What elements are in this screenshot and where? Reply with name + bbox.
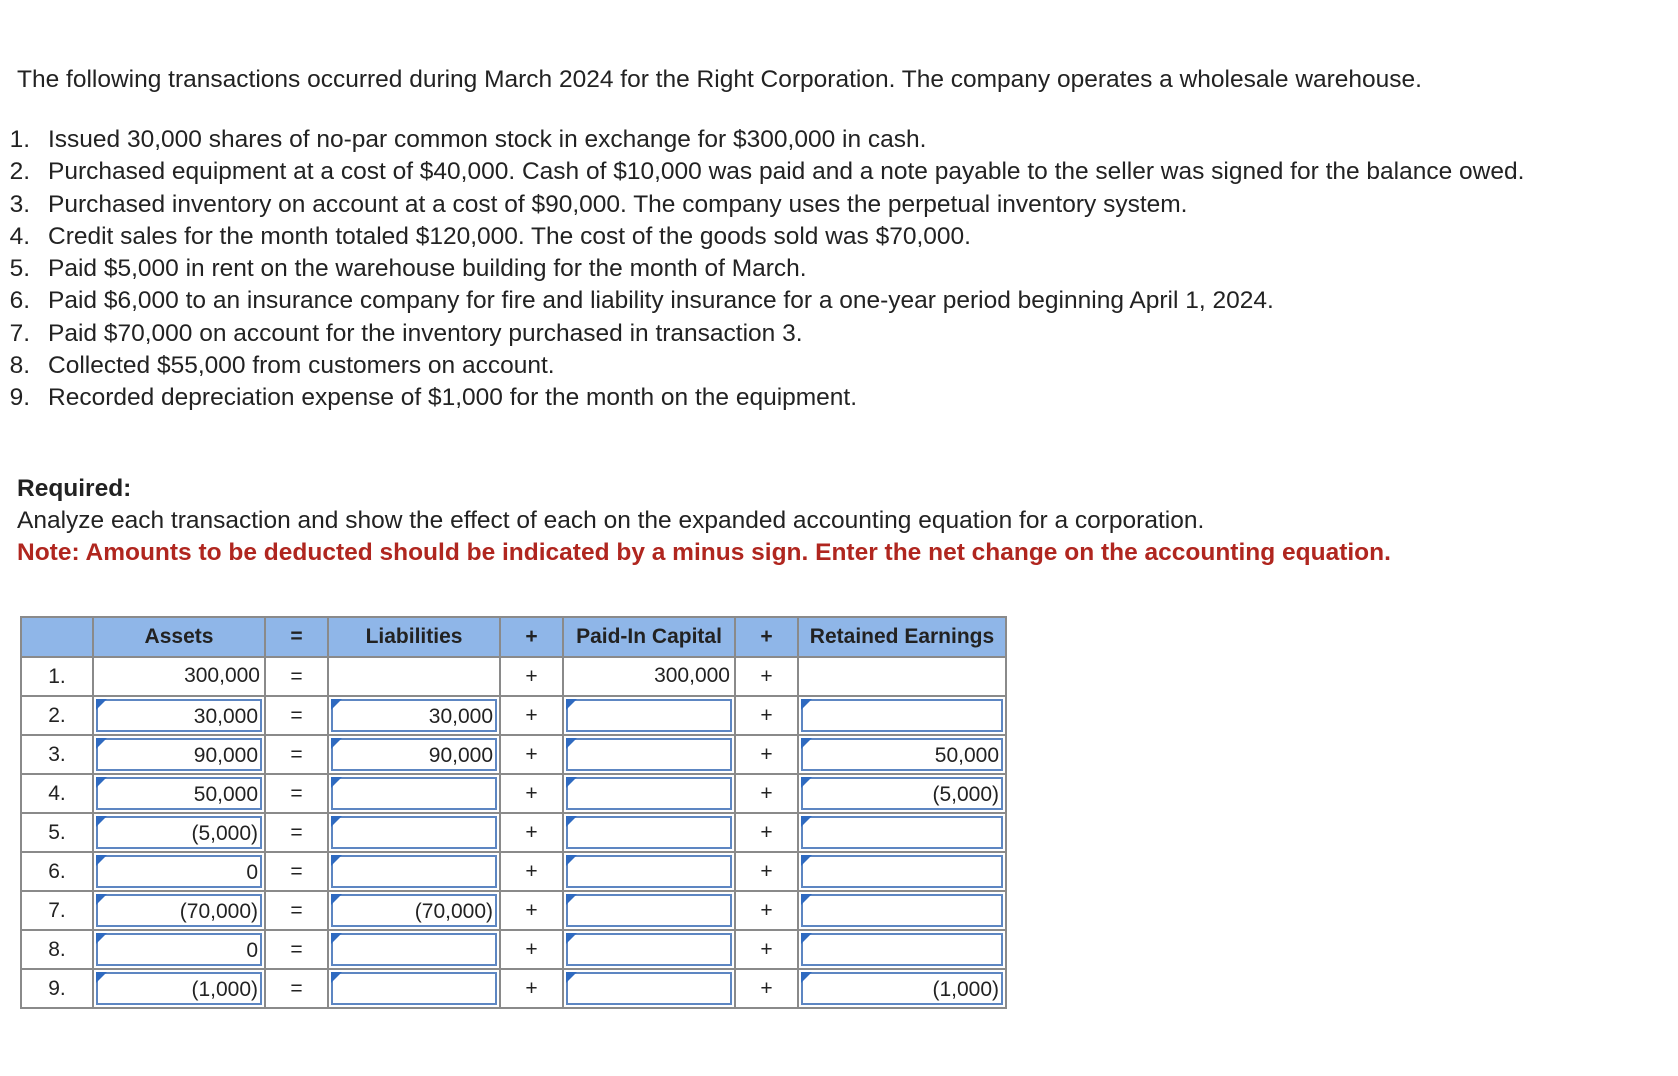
paid-in-capital-cell[interactable] [563, 813, 735, 852]
row-number: 3. [21, 735, 93, 774]
amount-input[interactable]: (1,000) [96, 972, 262, 1005]
amount-input[interactable]: (1,000) [801, 972, 1003, 1005]
transaction-item [0, 189, 1600, 221]
liabilities-cell[interactable] [328, 969, 500, 1008]
transaction-text: Paid $70,000 on account for the inventory purchased in transaction 3. [48, 319, 803, 347]
transaction-list [0, 124, 1600, 415]
transaction-number: 2. [9, 158, 30, 186]
paid-in-capital-cell[interactable] [563, 969, 735, 1008]
table-row [21, 891, 1006, 930]
table-row [21, 813, 1006, 852]
input-marker-icon [331, 855, 342, 866]
header-retained-earnings: Retained Earnings [798, 617, 1006, 657]
plus-sign: + [500, 891, 563, 930]
table-row [21, 657, 1006, 696]
amount-input[interactable] [566, 738, 732, 771]
amount-input[interactable]: 90,000 [331, 738, 497, 771]
input-marker-icon [331, 933, 342, 944]
plus-sign: + [500, 969, 563, 1008]
table-row [21, 930, 1006, 969]
transaction-item [0, 318, 1600, 350]
header-liabilities: Liabilities [328, 617, 500, 657]
paid-in-capital-cell[interactable] [563, 774, 735, 813]
accounting-equation-table [20, 616, 1007, 1009]
transaction-text: Collected $55,000 from customers on account. [48, 352, 555, 380]
equals-sign: = [265, 969, 328, 1008]
equals-sign: = [265, 696, 328, 735]
liabilities-cell [328, 657, 500, 696]
retained-earnings-cell[interactable] [798, 891, 1006, 930]
amount-input[interactable] [801, 894, 1003, 927]
liabilities-cell[interactable] [328, 735, 500, 774]
equals-sign: = [265, 813, 328, 852]
amount-input[interactable] [566, 933, 732, 966]
input-marker-icon [331, 699, 342, 710]
amount-value [331, 660, 497, 693]
input-marker-icon [801, 855, 812, 866]
equals-sign: = [265, 774, 328, 813]
input-marker-icon [801, 933, 812, 944]
amount-input[interactable] [801, 855, 1003, 888]
amount-input[interactable]: (70,000) [331, 894, 497, 927]
plus-sign: + [735, 930, 798, 969]
amount-input[interactable] [801, 699, 1003, 732]
liabilities-cell[interactable] [328, 774, 500, 813]
header-plus: + [735, 617, 798, 657]
table-row [21, 735, 1006, 774]
amount-input[interactable]: 30,000 [96, 699, 262, 732]
row-number: 5. [21, 813, 93, 852]
retained-earnings-cell[interactable] [798, 813, 1006, 852]
input-marker-icon [96, 777, 107, 788]
plus-sign: + [735, 735, 798, 774]
liabilities-cell[interactable] [328, 696, 500, 735]
equals-sign: = [265, 657, 328, 696]
transaction-number: 5. [9, 255, 30, 283]
amount-input[interactable]: 50,000 [801, 738, 1003, 771]
input-marker-icon [566, 894, 577, 905]
input-marker-icon [331, 894, 342, 905]
plus-sign: + [500, 813, 563, 852]
table-row [21, 774, 1006, 813]
required-instruction: Analyze each transaction and show the effect of each on the expanded accounting equation for a corporation. [17, 507, 1205, 534]
transaction-number: 4. [9, 222, 30, 250]
transaction-number: 8. [9, 352, 30, 380]
retained-earnings-cell [798, 657, 1006, 696]
assets-cell[interactable] [93, 735, 265, 774]
retained-earnings-cell[interactable] [798, 930, 1006, 969]
paid-in-capital-cell [563, 657, 735, 696]
retained-earnings-cell[interactable] [798, 969, 1006, 1008]
transaction-text: Purchased equipment at a cost of $40,000. Cash of $10,000 was paid and a note payable to the seller was signed for the balance owed. [48, 158, 1525, 186]
amount-input[interactable] [331, 972, 497, 1005]
input-marker-icon [96, 699, 107, 710]
row-number: 2. [21, 696, 93, 735]
row-number: 4. [21, 774, 93, 813]
paid-in-capital-cell[interactable] [563, 930, 735, 969]
input-marker-icon [566, 816, 577, 827]
retained-earnings-cell[interactable] [798, 852, 1006, 891]
amount-value [801, 660, 1003, 693]
plus-sign: + [735, 813, 798, 852]
amount-input[interactable]: (5,000) [96, 816, 262, 849]
amount-input[interactable] [801, 933, 1003, 966]
transaction-item [0, 285, 1600, 317]
assets-cell[interactable] [93, 969, 265, 1008]
transaction-number: 7. [9, 319, 30, 347]
header-plus: + [500, 617, 563, 657]
input-marker-icon [96, 738, 107, 749]
amount-input[interactable] [566, 894, 732, 927]
retained-earnings-cell[interactable] [798, 735, 1006, 774]
header-equals: = [265, 617, 328, 657]
input-marker-icon [801, 777, 812, 788]
table-row [21, 969, 1006, 1008]
transaction-number: 1. [9, 126, 30, 153]
plus-sign: + [735, 696, 798, 735]
header-paid-in-capital: Paid-In Capital [563, 617, 735, 657]
input-marker-icon [96, 894, 107, 905]
required-note: Note: Amounts to be deducted should be indicated by a minus sign. Enter the net change on the accounting equation. [17, 539, 1391, 566]
transaction-item [0, 253, 1600, 285]
plus-sign: + [500, 930, 563, 969]
input-marker-icon [96, 816, 107, 827]
liabilities-cell[interactable] [328, 813, 500, 852]
intro-text: The following transactions occurred during March 2024 for the Right Corporation. The company operates a wholesale warehouse. [17, 66, 1422, 93]
assets-cell[interactable] [93, 696, 265, 735]
assets-cell[interactable] [93, 930, 265, 969]
row-number: 8. [21, 930, 93, 969]
transaction-number: 3. [9, 190, 30, 218]
equals-sign: = [265, 852, 328, 891]
plus-sign: + [500, 735, 563, 774]
input-marker-icon [566, 777, 577, 788]
input-marker-icon [566, 972, 577, 983]
table-row [21, 696, 1006, 735]
amount-input[interactable] [566, 777, 732, 810]
transaction-text: Paid $5,000 in rent on the warehouse building for the month of March. [48, 255, 807, 283]
input-marker-icon [96, 972, 107, 983]
plus-sign: + [500, 774, 563, 813]
transaction-text: Credit sales for the month totaled $120,000. The cost of the goods sold was $70,000. [48, 222, 971, 250]
row-number: 1. [21, 657, 93, 696]
amount-value: 300,000 [654, 664, 730, 687]
amount-input[interactable] [331, 855, 497, 888]
transaction-text: Issued 30,000 shares of no-par common stock in exchange for $300,000 in cash. [48, 126, 927, 153]
required-heading: Required: [17, 475, 132, 502]
amount-input[interactable] [331, 816, 497, 849]
table-row [21, 852, 1006, 891]
liabilities-cell[interactable] [328, 852, 500, 891]
paid-in-capital-cell[interactable] [563, 696, 735, 735]
input-marker-icon [566, 699, 577, 710]
amount-input[interactable] [331, 777, 497, 810]
plus-sign: + [735, 657, 798, 696]
input-marker-icon [801, 894, 812, 905]
transaction-text: Purchased inventory on account at a cost of $90,000. The company uses the perpetual inventory system. [48, 190, 1188, 218]
input-marker-icon [96, 855, 107, 866]
transaction-number: 6. [9, 287, 30, 315]
required-section [17, 473, 1391, 569]
input-marker-icon [801, 699, 812, 710]
transaction-text: Recorded depreciation expense of $1,000 for the month on the equipment. [48, 384, 858, 412]
equals-sign: = [265, 891, 328, 930]
amount-input[interactable] [801, 816, 1003, 849]
paid-in-capital-cell[interactable] [563, 891, 735, 930]
plus-sign: + [500, 657, 563, 696]
transaction-item [0, 382, 1600, 414]
paid-in-capital-cell[interactable] [563, 735, 735, 774]
plus-sign: + [735, 852, 798, 891]
amount-input[interactable]: (70,000) [96, 894, 262, 927]
assets-cell[interactable] [93, 813, 265, 852]
amount-input[interactable]: 30,000 [331, 699, 497, 732]
plus-sign: + [500, 852, 563, 891]
amount-input[interactable]: 90,000 [96, 738, 262, 771]
retained-earnings-cell[interactable] [798, 774, 1006, 813]
amount-input[interactable] [566, 699, 732, 732]
transaction-item [0, 350, 1600, 382]
input-marker-icon [801, 738, 812, 749]
plus-sign: + [500, 696, 563, 735]
amount-input[interactable]: 0 [96, 933, 262, 966]
amount-input[interactable] [566, 855, 732, 888]
input-marker-icon [566, 855, 577, 866]
plus-sign: + [735, 774, 798, 813]
plus-sign: + [735, 891, 798, 930]
input-marker-icon [566, 933, 577, 944]
row-number: 6. [21, 852, 93, 891]
transaction-item [0, 124, 1600, 156]
plus-sign: + [735, 969, 798, 1008]
transaction-item [0, 156, 1600, 188]
retained-earnings-cell[interactable] [798, 696, 1006, 735]
assets-cell[interactable] [93, 891, 265, 930]
row-number: 7. [21, 891, 93, 930]
header-assets: Assets [93, 617, 265, 657]
assets-cell[interactable] [93, 852, 265, 891]
table-header-row [21, 617, 1006, 657]
transaction-text: Paid $6,000 to an insurance company for fire and liability insurance for a one-year period beginning April 1, 2024. [48, 287, 1274, 315]
input-marker-icon [566, 738, 577, 749]
amount-input[interactable] [566, 972, 732, 1005]
header-blank [21, 617, 93, 657]
amount-value: 300,000 [184, 664, 260, 687]
transaction-item [0, 221, 1600, 253]
input-marker-icon [331, 816, 342, 827]
amount-input[interactable] [566, 816, 732, 849]
assets-cell[interactable] [93, 774, 265, 813]
amount-input[interactable]: 50,000 [96, 777, 262, 810]
amount-input[interactable]: (5,000) [801, 777, 1003, 810]
paid-in-capital-cell[interactable] [563, 852, 735, 891]
liabilities-cell[interactable] [328, 930, 500, 969]
input-marker-icon [331, 777, 342, 788]
input-marker-icon [331, 738, 342, 749]
input-marker-icon [801, 816, 812, 827]
assets-cell [93, 657, 265, 696]
amount-input[interactable]: 0 [96, 855, 262, 888]
amount-input[interactable] [331, 933, 497, 966]
equals-sign: = [265, 735, 328, 774]
equals-sign: = [265, 930, 328, 969]
input-marker-icon [801, 972, 812, 983]
liabilities-cell[interactable] [328, 891, 500, 930]
input-marker-icon [96, 933, 107, 944]
transaction-number: 9. [9, 384, 30, 412]
row-number: 9. [21, 969, 93, 1008]
input-marker-icon [331, 972, 342, 983]
